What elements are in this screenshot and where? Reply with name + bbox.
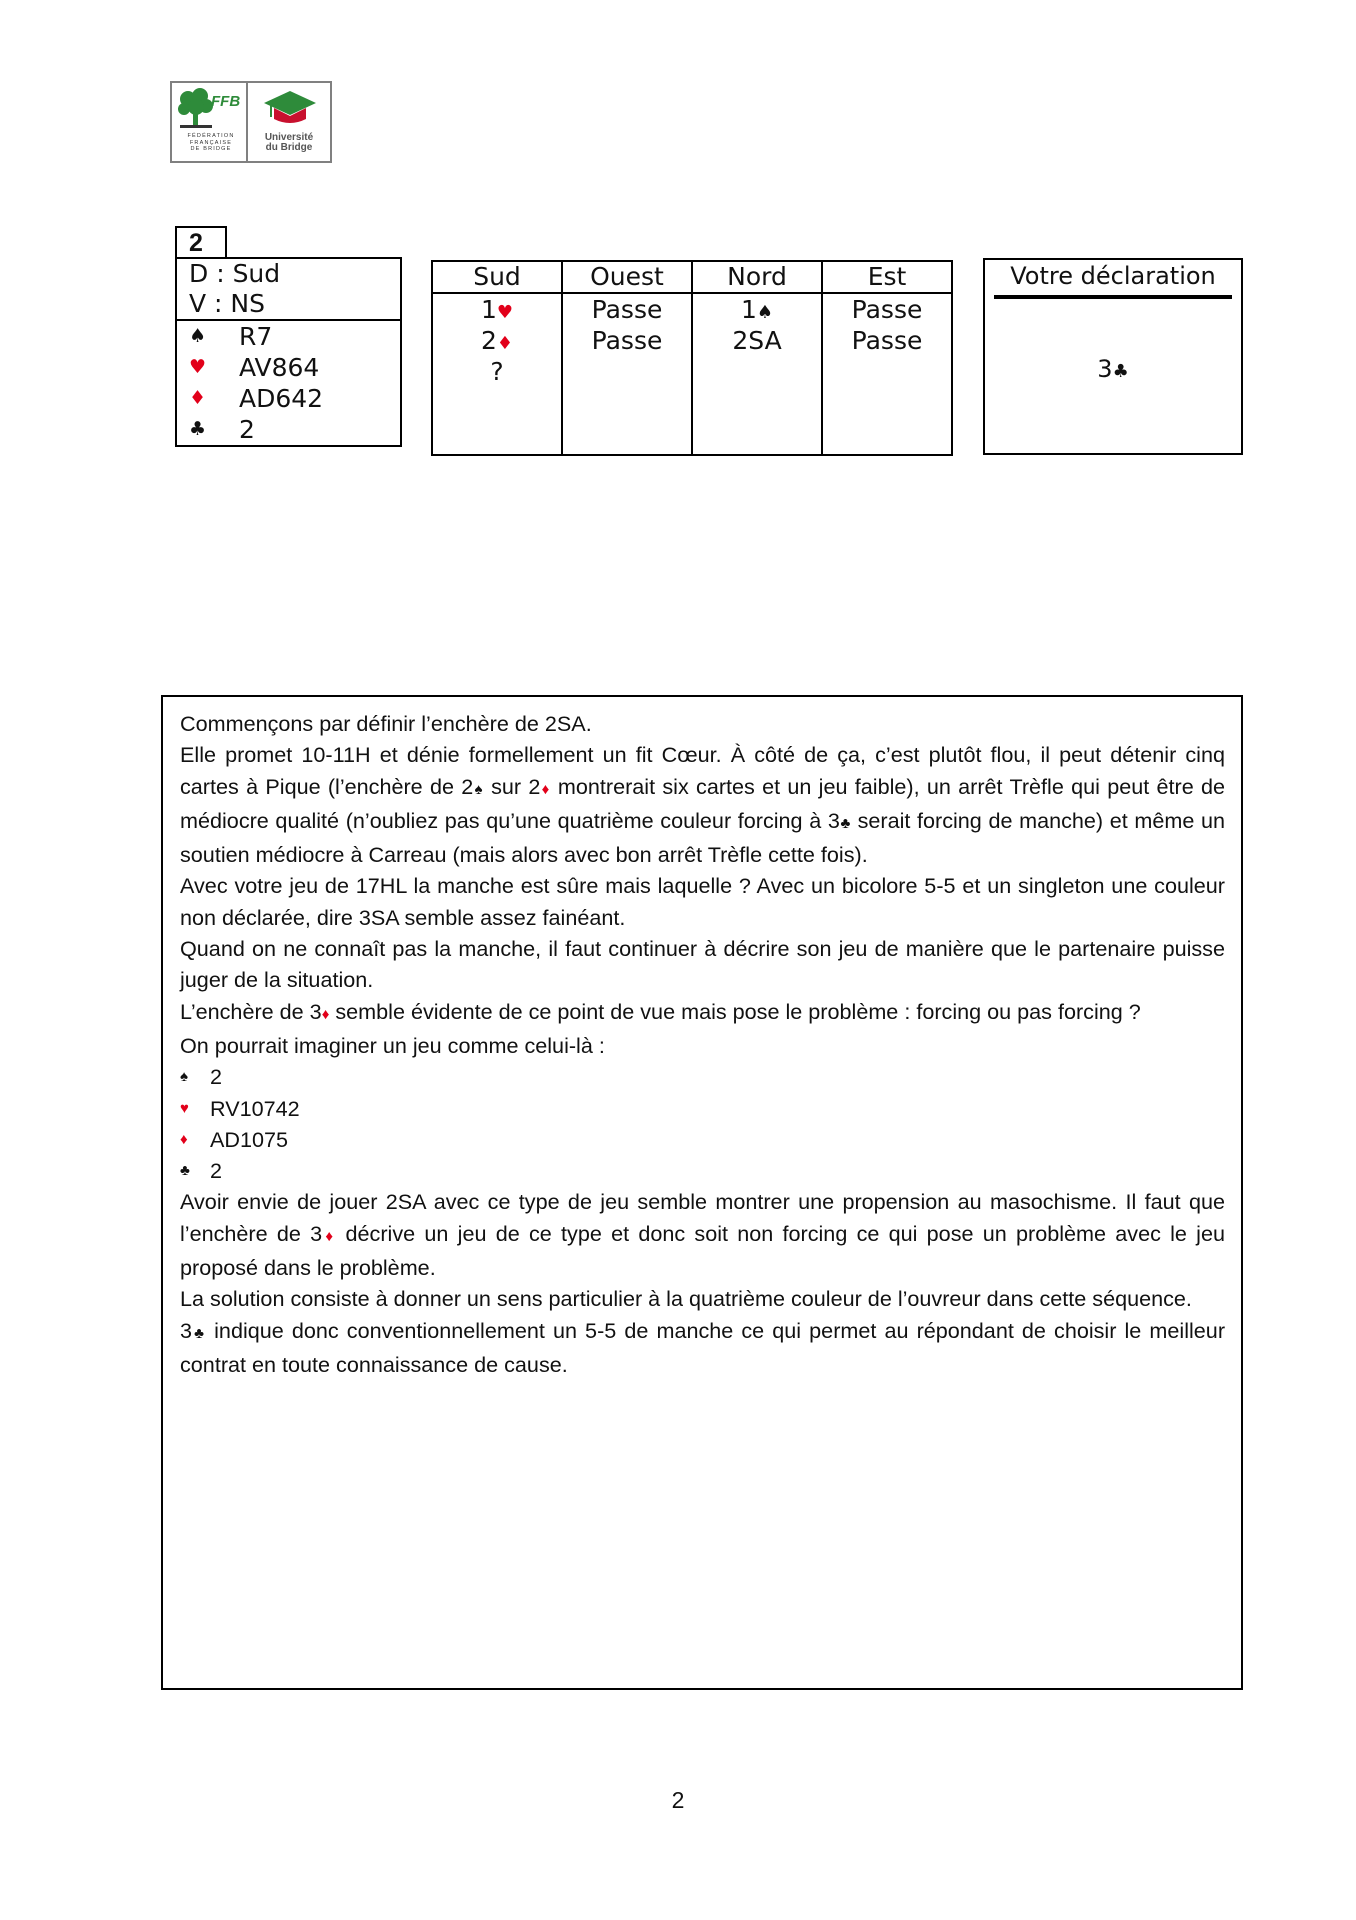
diamond-cards: AD642 <box>239 384 324 413</box>
declaration-title: Votre déclaration <box>994 260 1232 299</box>
bid: 2SA <box>732 326 782 355</box>
paragraph: On pourrait imaginer un jeu comme celui-là : <box>180 1032 605 1058</box>
spade-icon: ♠ <box>756 302 774 323</box>
diamond-icon: ♦ <box>540 780 551 798</box>
club-icon: ♣ <box>839 814 851 832</box>
bidding-table <box>431 260 953 456</box>
page-number: 2 <box>671 1787 685 1813</box>
paragraph: Elle promet 10-11H et dénie formellement un fit Cœur. À côté de ça, c’est plutôt flou, il peut détenir cinq cartes à Pique (l’enchère de 2♠ sur 2♦ montrerait six cartes et un jeu faible), un arrêt Trèfle qui peut être de médiocre qualité (n’oubliez pas qu’une quatrième couleur forcing à 3♣ serait forcing de manche) et même un soutien médiocre à Carreau (mais alors avec bon arrêt Trèfle cette fois). <box>180 742 1226 868</box>
club-icon: ♣ <box>180 1162 190 1180</box>
header-est: Est <box>822 261 952 293</box>
bidding-body-row <box>432 293 952 455</box>
hand-row-clubs <box>189 414 400 445</box>
paragraph: Avoir envie de jouer 2SA avec ce type de jeu semble montrer une propension au masochisme. Il faut que l’enchère de 3♦ décrive un jeu de ce type et donc soit non forcing ce qui pose un problème avec le jeu proposé dans le problème. <box>180 1189 1225 1281</box>
universite-logo <box>248 83 330 161</box>
hand-row-diamonds <box>189 383 400 414</box>
header-ouest: Ouest <box>562 261 692 293</box>
federation-name: FÉDÉRATION FRANÇAISE DE BRIDGE <box>187 133 235 152</box>
bid: 1♥ <box>480 295 514 324</box>
bid: Passe <box>851 295 923 324</box>
graduation-cap-icon <box>262 89 318 129</box>
universite-name: Université du Bridge <box>264 132 314 153</box>
bids-sud <box>432 293 562 455</box>
diamond-icon: ♦ <box>322 1227 337 1245</box>
diamond-icon: ♦ <box>321 1005 330 1023</box>
example-hand-clubs: ♣ 2 <box>180 1155 1225 1186</box>
bid: 2♦ <box>480 326 514 355</box>
declaration-answer: 3♣ <box>1097 355 1129 383</box>
bids-ouest <box>562 293 692 455</box>
heart-icon: ♥ <box>496 302 514 323</box>
paragraph: Quand on ne connaît pas la manche, il faut continuer à décrire son jeu de manière que le partenaire puisse juger de la situation. <box>180 936 1225 993</box>
hand-row-spades <box>189 321 400 352</box>
paragraph: Avec votre jeu de 17HL la manche est sûre mais laquelle ? Avec un bicolore 5-5 et un singleton une couleur non déclarée, dire 3SA semble assez fainéant. <box>180 873 1225 930</box>
declaration-box <box>983 258 1243 455</box>
spade-icon: ♠ <box>473 780 484 798</box>
heart-icon: ♥ <box>189 356 207 378</box>
heart-icon: ♥ <box>180 1099 189 1117</box>
header-nord: Nord <box>692 261 822 293</box>
example-hand-diamonds: ♦ AD1075 <box>180 1124 1225 1155</box>
bids-nord <box>692 293 822 455</box>
heart-cards: AV864 <box>239 353 320 382</box>
diamond-icon: ♦ <box>189 387 207 409</box>
paragraph: La solution consiste à donner un sens particulier à la quatrième couleur de l’ouvreur dans cette séquence. <box>180 1286 1192 1312</box>
header-sud: Sud <box>432 261 562 293</box>
example-hand-spades: ♠ 2 <box>180 1061 1225 1092</box>
diamond-icon: ♦ <box>496 333 514 354</box>
club-icon: ♣ <box>189 418 207 440</box>
club-cards: 2 <box>239 415 255 444</box>
vulnerability-label: V : NS <box>189 289 265 318</box>
bid: Passe <box>591 326 663 355</box>
bid: ? <box>490 357 504 386</box>
ffb-logo-left <box>172 83 248 161</box>
ffb-logo <box>170 81 332 163</box>
deal-info <box>177 259 400 321</box>
paragraph: L’enchère de 3♦ semble évidente de ce point de vue mais pose le problème : forcing ou pas forcing ? <box>180 998 1141 1024</box>
diamond-icon: ♦ <box>180 1130 188 1148</box>
paragraph: Commençons par définir l’enchère de 2SA. <box>180 711 592 736</box>
tree-icon <box>176 87 216 131</box>
example-hand-hearts: ♥ RV10742 <box>180 1093 1225 1124</box>
spade-cards: R7 <box>239 322 273 351</box>
south-hand <box>177 321 400 445</box>
ffb-wordmark: FFB <box>211 93 241 110</box>
bids-est <box>822 293 952 455</box>
dealer-label: D : Sud <box>189 259 281 288</box>
bid: Passe <box>591 295 663 324</box>
deal-box <box>175 257 402 447</box>
bidding-header-row <box>432 261 952 293</box>
deal-number: 2 <box>175 226 227 257</box>
bid: Passe <box>851 326 923 355</box>
club-icon: ♣ <box>1112 361 1129 382</box>
explanation-box <box>161 695 1243 1690</box>
spade-icon: ♠ <box>180 1068 188 1086</box>
bid: 1♠ <box>740 295 774 324</box>
spade-icon: ♠ <box>189 325 207 347</box>
club-icon: ♣ <box>192 1324 207 1342</box>
paragraph: 3♣ indique donc conventionnellement un 5-5 de manche ce qui permet au répondant de choisir le meilleur contrat en toute connaissance de cause. <box>180 1317 1226 1377</box>
hand-row-hearts <box>189 352 400 383</box>
